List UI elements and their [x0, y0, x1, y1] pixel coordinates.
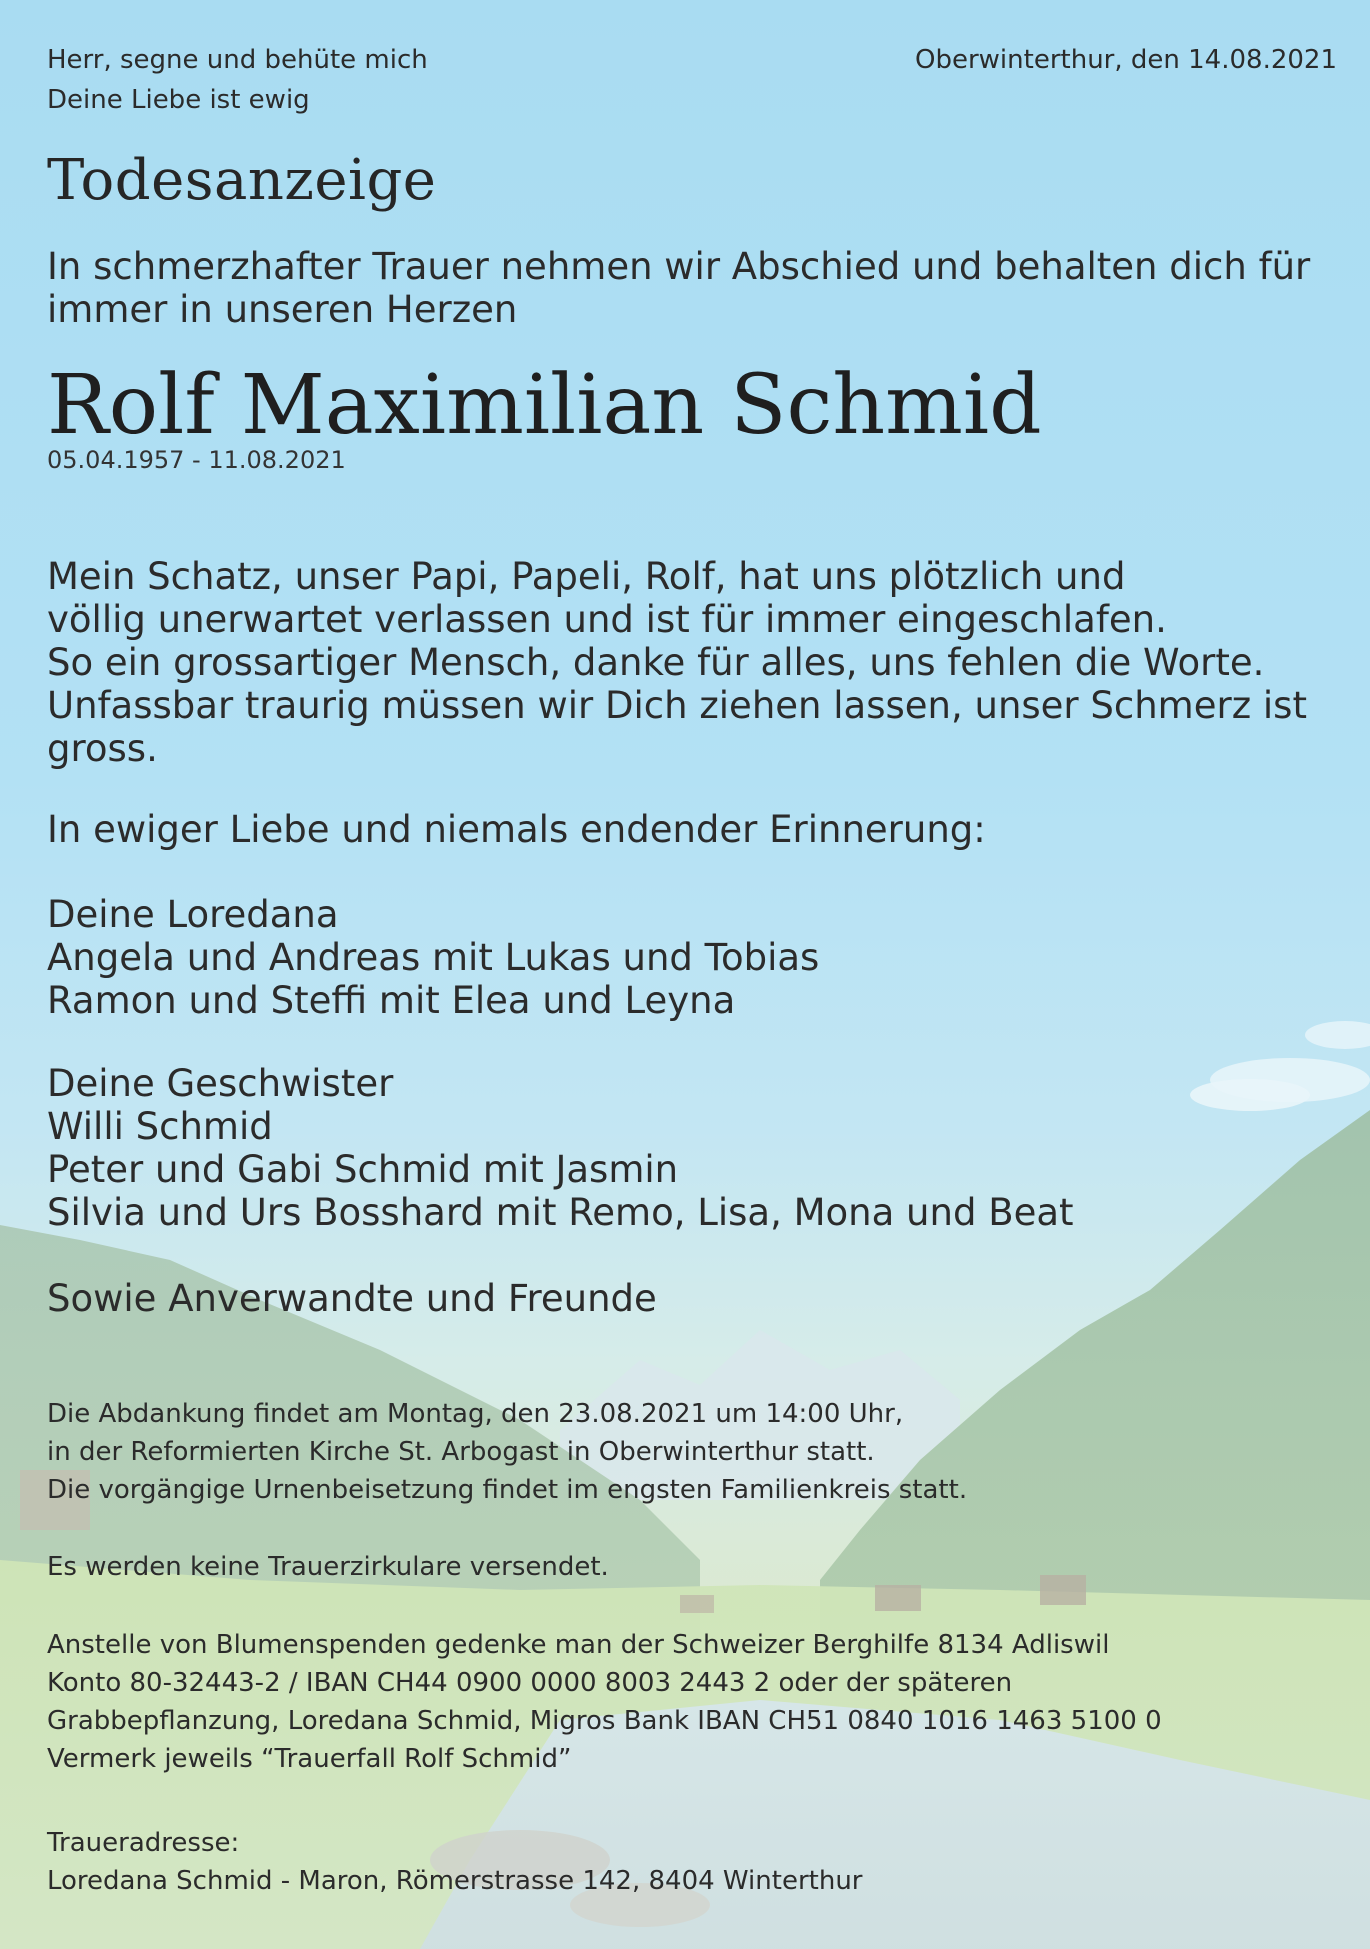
- family-group-partner-children: [47, 893, 819, 1022]
- place-date: Oberwinterthur, den 14.08.2021: [915, 45, 1337, 75]
- family-group-siblings: [47, 1062, 1074, 1234]
- family-member: Deine Loredana: [47, 893, 339, 936]
- donation-line: Vermerk jeweils “Trauerfall Rolf Schmid”: [47, 1744, 572, 1774]
- relatives-and-friends: Sowie Anverwandte und Freunde: [47, 1277, 657, 1320]
- family-member: Peter und Gabi Schmid mit Jasmin: [47, 1148, 679, 1191]
- life-dates: 05.04.1957 - 11.08.2021: [47, 446, 346, 474]
- family-member: Silvia und Urs Bosshard mit Remo, Lisa, Mona und Beat: [47, 1191, 1074, 1234]
- service-info: [47, 1395, 967, 1509]
- service-line: Die Abdankung findet am Montag, den 23.08.2021 um 14:00 Uhr,: [47, 1399, 904, 1429]
- address-label: Traueradresse:: [47, 1828, 240, 1858]
- service-line: in der Reformierten Kirche St. Arbogast in Oberwinterthur statt.: [47, 1437, 875, 1467]
- memory-line: In ewiger Liebe und niemals endender Erinnerung:: [47, 808, 986, 851]
- verse-line: Deine Liebe ist ewig: [47, 85, 310, 115]
- message-line: Mein Schatz, unser Papi, Papeli, Rolf, hat uns plötzlich und: [47, 555, 1126, 598]
- message-line: So ein grossartiger Mensch, danke für alles, uns fehlen die Worte.: [47, 641, 1265, 684]
- verse-line: Herr, segne und behüte mich: [47, 45, 428, 75]
- address-value: Loredana Schmid - Maron, Römerstrasse 142, 8404 Winterthur: [47, 1866, 863, 1896]
- mourning-address: [47, 1824, 862, 1900]
- message-line: Unfassbar traurig müssen wir Dich ziehen lassen, unser Schmerz ist: [47, 684, 1307, 727]
- family-member: Willi Schmid: [47, 1105, 273, 1148]
- message-line: gross.: [47, 727, 158, 770]
- deceased-name: Rolf Maximilian Schmid: [47, 358, 1042, 453]
- message-line: völlig unerwartet verlassen und ist für immer eingeschlafen.: [47, 598, 1167, 641]
- donation-line: Konto 80-32443-2 / IBAN CH44 0900 0000 8003 2443 2 oder der späteren: [47, 1668, 1013, 1698]
- no-circulars-note: Es werden keine Trauerzirkulare versendet.: [47, 1552, 609, 1582]
- donation-line: Grabbepflanzung, Loredana Schmid, Migros Bank IBAN CH51 0840 1016 1463 5100 0: [47, 1706, 1162, 1736]
- donation-info: [47, 1626, 1162, 1778]
- personal-message: [47, 555, 1337, 770]
- service-line: Die vorgängige Urnenbeisetzung findet im engsten Familienkreis statt.: [47, 1475, 968, 1505]
- notice-heading: Todesanzeige: [47, 148, 437, 213]
- family-member: Ramon und Steffi mit Elea und Leyna: [47, 979, 736, 1022]
- family-member: Angela und Andreas mit Lukas und Tobias: [47, 936, 820, 979]
- donation-line: Anstelle von Blumenspenden gedenke man der Schweizer Berghilfe 8134 Adliswil: [47, 1630, 1110, 1660]
- intro-text: In schmerzhafter Trauer nehmen wir Abschied und behalten dich für immer in unseren Herzen: [47, 245, 1311, 331]
- bible-verse: [47, 40, 428, 120]
- family-member: Deine Geschwister: [47, 1062, 394, 1105]
